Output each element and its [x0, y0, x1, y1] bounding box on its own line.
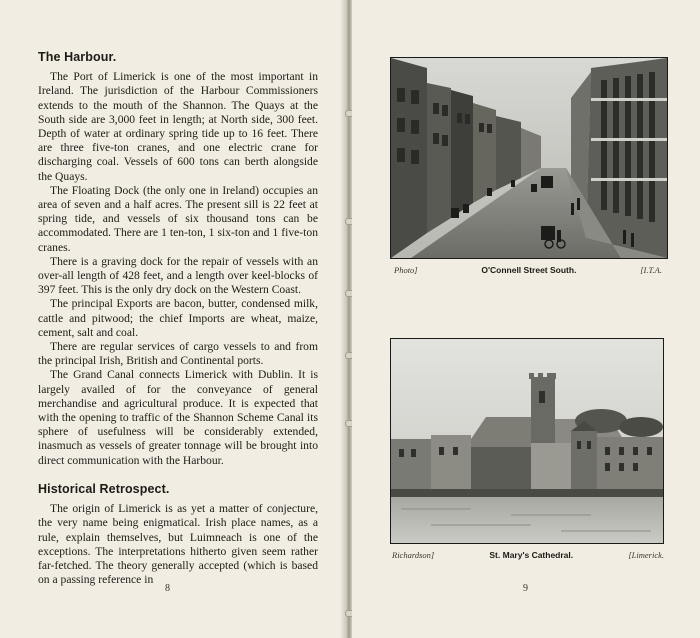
- photo-credit: [Limerick.: [628, 550, 664, 560]
- photo-caption-cathedral: [392, 550, 664, 560]
- photo-credit: Photo]: [394, 265, 418, 275]
- paragraph: The Grand Canal connects Limerick with Dublin. It is largely availed of for the conveyance of general merchandise and agricultural produce. It is expected that with the opening to traffic of the Shannon Scheme Canal its sphere of usefulness will be considerably extended, inasmuch as vessels of greater tonnage will be brought into direct communication with the Harbour.: [38, 368, 318, 467]
- harbour-section: [38, 50, 318, 468]
- street-photo-image: [391, 58, 667, 258]
- paragraph: The origin of Limerick is as yet a matter of conjecture, the very name being enigmatical. Irish place names, as a rule, explain themselves, but Luimneach is one of the exceptions. The interpretations hitherto given seem rather far-fetched. The theory generally accepted (which is based on a passing reference in: [38, 502, 318, 587]
- paragraph: There are regular services of cargo vessels to and from the principal Irish, British and Continental ports.: [38, 340, 318, 368]
- photo-title: St. Mary's Cathedral.: [489, 550, 574, 560]
- paragraph: The Port of Limerick is one of the most important in Ireland. The jurisdiction of the Harbour Commissioners extends to the mouth of the Shannon. The Quays at the South side are 3,000 feet in length; at North side, 300 feet. Depth of water at ordinary spring tide up to 16 feet. There are three five-ton cranes, and one electric crane for discharging coal. Vessels of 600 tons can berth alongside the Quays.: [38, 70, 318, 183]
- photo-credit: Richardson]: [392, 550, 435, 560]
- paragraph: The Floating Dock (the only one in Ireland) occupies an area of seven and a half acres. The present sill is 22 feet at spring tide, and vessels of six thousand tons can be accommodated. There are 1 ten-ton, 1 six-ton and 1 five-ton cranes.: [38, 183, 318, 254]
- page-number-right: 9: [523, 583, 528, 594]
- photo-title: O'Connell Street South.: [481, 265, 577, 275]
- paragraph: The principal Exports are bacon, butter, condensed milk, cattle and pitwood; the chief Imports are wheat, maize, cement, salt and coal.: [38, 297, 318, 339]
- paragraph: There is a graving dock for the repair of vessels with an over-all length of 428 feet, and a length over keel-blocks of 397 feet. This is the only dry dock on the Western Coast.: [38, 254, 318, 297]
- photo-credit: [I.T.A.: [640, 265, 662, 275]
- left-page: [0, 0, 346, 638]
- street-photo: [390, 57, 668, 259]
- cathedral-photo-image: [391, 339, 663, 543]
- cathedral-photo: [390, 338, 664, 544]
- section-heading-harbour: The Harbour.: [38, 50, 117, 64]
- history-section: [38, 482, 318, 587]
- page-number-left: 8: [165, 583, 170, 594]
- section-heading-history: Historical Retrospect.: [38, 482, 170, 496]
- right-page: [352, 0, 700, 638]
- photo-caption-street: [394, 265, 662, 275]
